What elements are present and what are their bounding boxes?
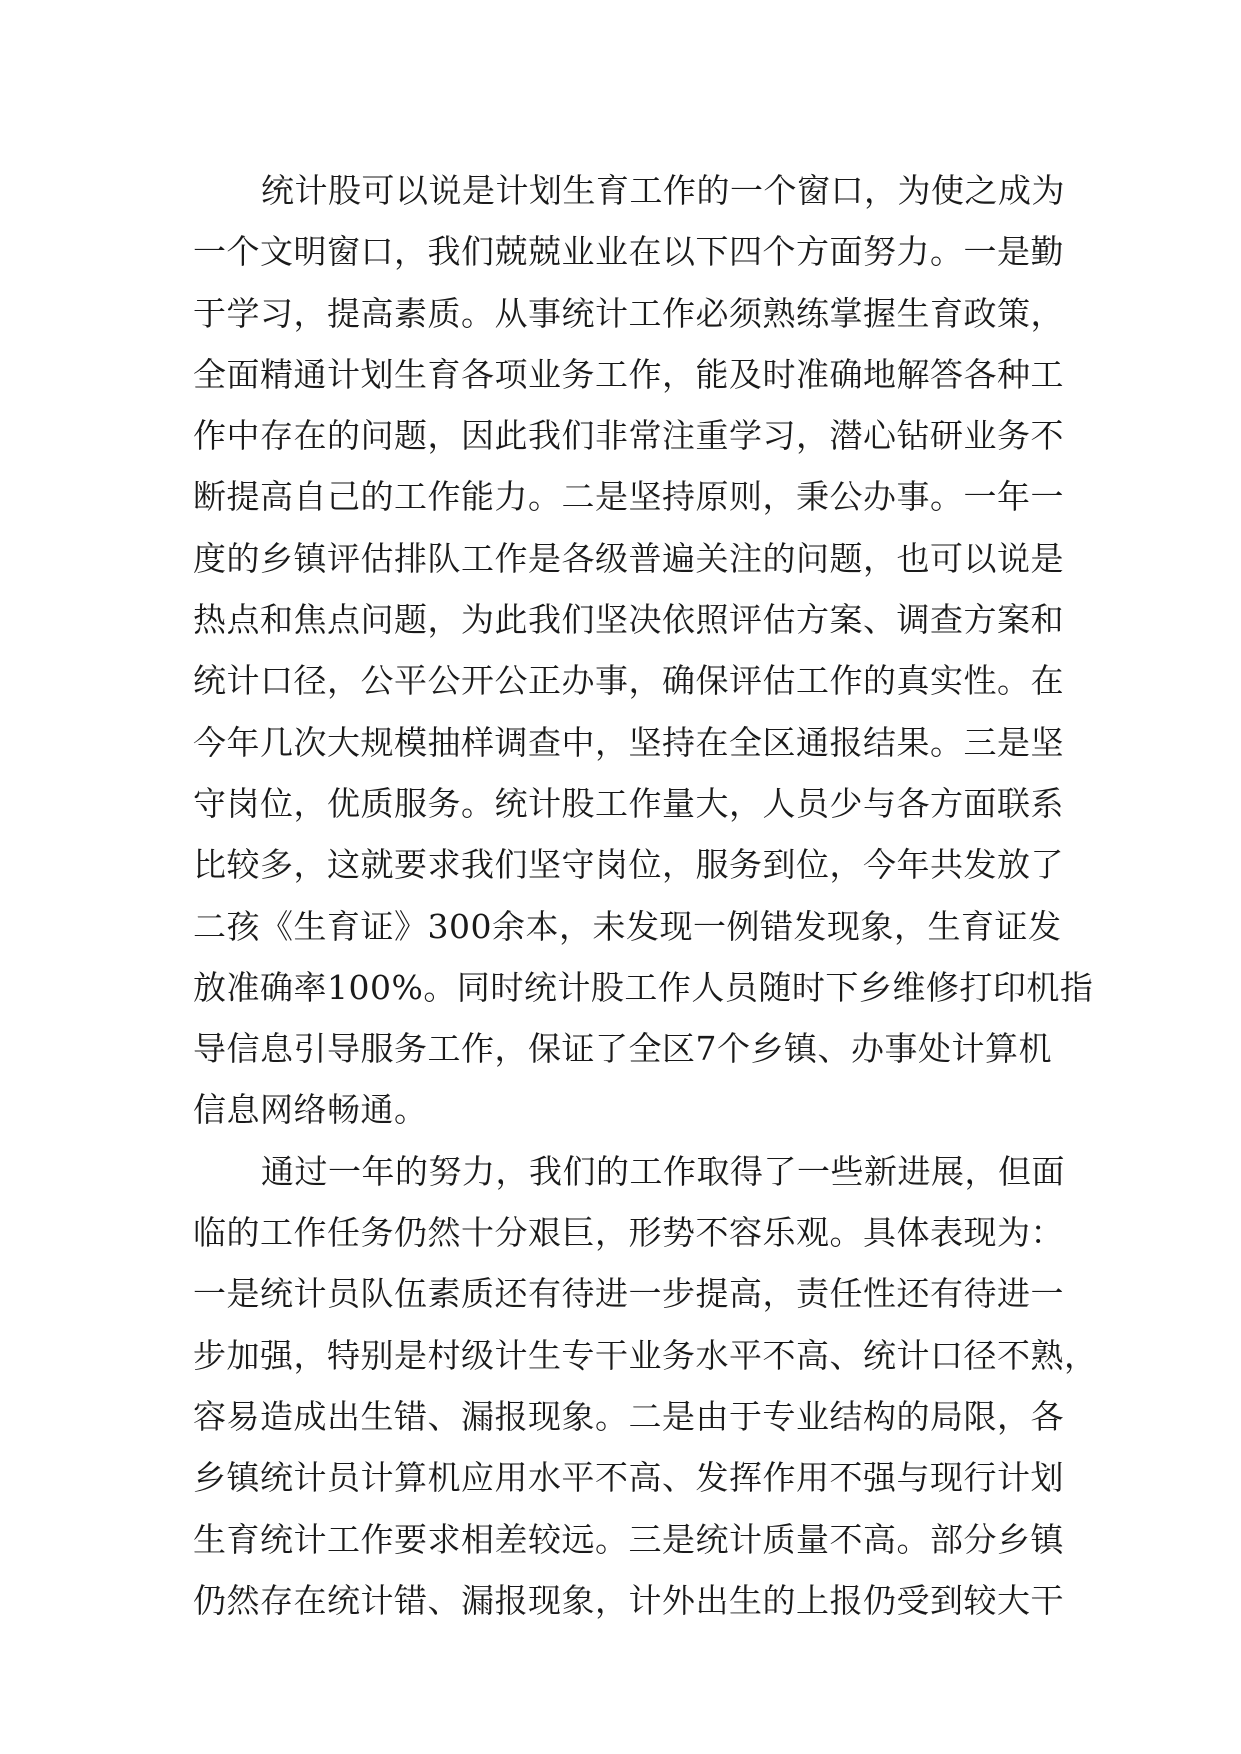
paragraph-line: 一是统计员队伍素质还有待进一步提高，责任性还有待进一 xyxy=(193,1274,1064,1314)
document-body xyxy=(193,160,1098,1631)
paragraph-line: 放准确率100%。同时统计股工作人员随时下乡维修打印机指 xyxy=(193,967,1094,1007)
paragraph-line: 仍然存在统计错、漏报现象，计外出生的上报仍受到较大干 xyxy=(193,1580,1064,1620)
paragraph-line: 步加强，特别是村级计生专干业务水平不高、统计口径不熟， xyxy=(193,1335,1098,1375)
paragraph-line: 于学习，提高素质。从事统计工作必须熟练掌握生育政策， xyxy=(193,293,1064,333)
paragraph-line: 二孩《生育证》300余本，未发现一例错发现象，生育证发 xyxy=(193,906,1062,946)
paragraph-line: 作中存在的问题，因此我们非常注重学习，潜心钻研业务不 xyxy=(193,416,1064,456)
paragraph-line: 导信息引导服务工作，保证了全区7个乡镇、办事处计算机 xyxy=(193,1029,1052,1069)
paragraph-line: 度的乡镇评估排队工作是各级普遍关注的问题，也可以说是 xyxy=(193,538,1064,578)
paragraph-line: 信息网络畅通。 xyxy=(193,1090,428,1130)
paragraph-line: 容易造成出生错、漏报现象。二是由于专业结构的局限，各 xyxy=(193,1396,1064,1436)
paragraph-line: 一个文明窗口，我们兢兢业业在以下四个方面努力。一是勤 xyxy=(193,232,1064,272)
paragraph-line: 今年几次大规模抽样调查中，坚持在全区通报结果。三是坚 xyxy=(193,722,1064,762)
paragraph-line: 热点和焦点问题，为此我们坚决依照评估方案、调查方案和 xyxy=(193,600,1064,640)
paragraph-2 xyxy=(193,1141,1098,1631)
paragraph-line: 生育统计工作要求相差较远。三是统计质量不高。部分乡镇 xyxy=(193,1519,1064,1559)
paragraph-line: 比较多，这就要求我们坚守岗位，服务到位，今年共发放了 xyxy=(193,845,1064,885)
paragraph-line: 统计口径，公平公开公正办事，确保评估工作的真实性。在 xyxy=(193,661,1064,701)
paragraph-line: 全面精通计划生育各项业务工作，能及时准确地解答各种工 xyxy=(193,354,1064,394)
paragraph-line: 通过一年的努力，我们的工作取得了一些新进展，但面 xyxy=(261,1151,1065,1191)
paragraph-line: 统计股可以说是计划生育工作的一个窗口，为使之成为 xyxy=(261,171,1065,210)
paragraph-line: 临的工作任务仍然十分艰巨，形势不容乐观。具体表现为： xyxy=(193,1213,1064,1253)
paragraph-1 xyxy=(193,160,1094,1141)
paragraph-line: 断提高自己的工作能力。二是坚持原则，秉公办事。一年一 xyxy=(193,477,1064,517)
paragraph-line: 守岗位，优质服务。统计股工作量大，人员少与各方面联系 xyxy=(193,783,1064,823)
paragraph-line: 乡镇统计员计算机应用水平不高、发挥作用不强与现行计划 xyxy=(193,1458,1064,1498)
